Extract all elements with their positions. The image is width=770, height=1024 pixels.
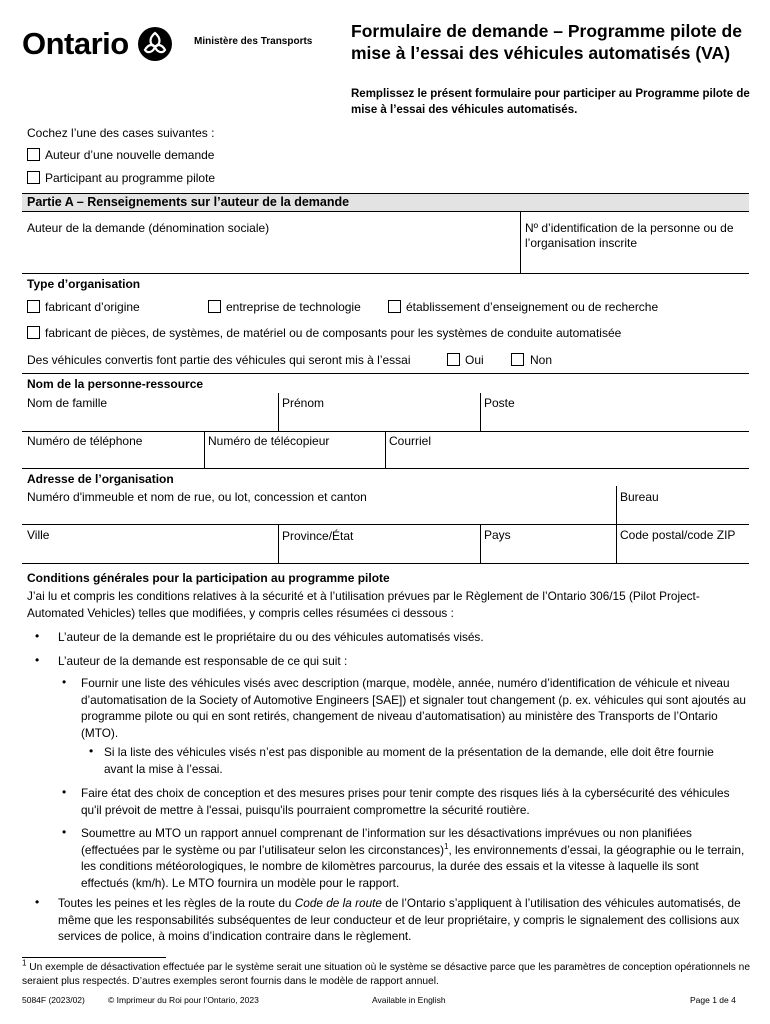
- province-field[interactable]: [280, 545, 478, 563]
- bullet-icon: •: [35, 895, 40, 909]
- postal-code-label: Code postal/code ZIP: [620, 528, 736, 542]
- parts-manufacturer-label: fabricant de pièces, de systèmes, de matériel ou de composants pour les systèmes de conduite automatisée: [45, 326, 622, 340]
- email-field[interactable]: [387, 449, 749, 467]
- education-checkbox[interactable]: [388, 300, 401, 313]
- divider: [22, 563, 749, 564]
- oem-checkbox[interactable]: [27, 300, 40, 313]
- conditions-heading: Conditions générales pour la participation au programme pilote: [27, 571, 390, 585]
- phone-field[interactable]: [24, 449, 202, 467]
- condition-owner: L’auteur de la demande est le propriétaire du ou des véhicules automatisés visés.: [58, 630, 484, 644]
- applicant-type-prompt: Cochez l’une des cases suivantes :: [27, 126, 215, 140]
- copyright: © Imprimeur du Roi pour l’Ontario, 2023: [108, 995, 259, 1005]
- new-applicant-label: Auteur d’une nouvelle demande: [45, 148, 215, 162]
- form-title: Formulaire de demande – Programme pilote de mise à l’essai des véhicules automatisés (VA): [351, 21, 742, 63]
- contact-heading: Nom de la personne-ressource: [27, 377, 204, 391]
- converted-no-label: Non: [530, 353, 553, 367]
- part-a-title: Partie A – Renseignements sur l’auteur de la demande: [27, 195, 350, 209]
- bullet-icon: •: [35, 653, 40, 667]
- registrant-id-field[interactable]: [522, 252, 749, 272]
- condition-vehicle-list: Fournir une liste des véhicules visés avec description (marque, modèle, année, numéro d’identification de véhicule et niveau d’automatisation de la Society of Automotive Engineers [SAE]) et signaler tout changement (p. ex. véhicules qui sont ajoutés au programme pilote ou qui en sont retirés, changement de niveau d’automatisation) au ministère des Transports de l’Ontario (MTO).: [81, 676, 746, 740]
- divider: [278, 524, 279, 563]
- footnote: $^1$ Un exemple de désactivation effectuée par le système serait une situation où le système se désactive parce que les paramètres de conception opérationnels ne seraient plus respectés. D’autres exemples seront fournis dans le modèle de rapport annuel.: [22, 958, 750, 987]
- ontario-logo-text: Ontario: [22, 26, 129, 61]
- phone-label: Numéro de téléphone: [27, 434, 143, 448]
- last-name-label: Nom de famille: [27, 396, 108, 410]
- pilot-participant-checkbox[interactable]: [27, 171, 40, 184]
- bullet-icon: •: [35, 629, 40, 643]
- first-name-label: Prénom: [282, 396, 325, 410]
- bullet-icon: •: [62, 675, 67, 689]
- divider: [22, 524, 749, 525]
- divider: [22, 468, 749, 469]
- parts-manufacturer-checkbox[interactable]: [27, 326, 40, 339]
- country-field[interactable]: [482, 545, 614, 563]
- condition-cybersecurity: Faire état des choix de conception et des mesures prises pour tenir compte des risques liés à la cybersécurité des véhicules qu'il prévoit de mettre à l'essai, puisqu'ils pourraient compromettre la sécurité routière.: [81, 786, 730, 817]
- condition-list-unavailable: Si la liste des véhicules visés n’est pas disponible au moment de la présentation de la demande, elle doit être fournie avant la mise à l’essai.: [104, 745, 714, 776]
- converted-yes-checkbox[interactable]: [447, 353, 460, 366]
- post-field[interactable]: [482, 411, 749, 431]
- available-in-english: Available in English: [372, 995, 446, 1005]
- last-name-field[interactable]: [24, 411, 276, 431]
- suite-field[interactable]: [618, 506, 749, 524]
- bullet-icon: •: [62, 785, 67, 799]
- conditions-intro: J’ai lu et compris les conditions relatives à la sécurité et à l’utilisation prévues par le Règlement de l’Ontario 306/15 (Pilot Project-Automated Vehicles) telles que modifiées, y compris celles résumées ci dessous :: [27, 589, 700, 620]
- condition-responsible: L’auteur de la demande est responsable de ce qui suit :: [58, 654, 348, 668]
- suite-label: Bureau: [620, 490, 659, 504]
- applicant-name-field[interactable]: [24, 236, 518, 272]
- education-label: établissement d’enseignement ou de recherche: [406, 300, 659, 314]
- bullet-icon: •: [62, 825, 67, 839]
- form-number: 5084F (2023/02): [22, 995, 85, 1005]
- tech-company-checkbox[interactable]: [208, 300, 221, 313]
- ministry-name: Ministère des Transports: [194, 36, 313, 47]
- divider: [385, 431, 386, 468]
- converted-no-checkbox[interactable]: [511, 353, 524, 366]
- converted-yes-label: Oui: [465, 353, 484, 367]
- tech-company-label: entreprise de technologie: [226, 300, 361, 314]
- street-field[interactable]: [24, 506, 614, 524]
- street-label: Numéro d'immeuble et nom de rue, ou lot, concession et canton: [27, 490, 367, 504]
- trillium-logo-icon: [138, 27, 172, 61]
- address-heading: Adresse de l’organisation: [27, 472, 174, 486]
- first-name-field[interactable]: [280, 411, 478, 431]
- form-subtitle: Remplissez le présent formulaire pour participer au Programme pilote de mise à l’essai des véhicules automatisés.: [351, 88, 750, 116]
- condition-annual-report: Soumettre au MTO un rapport annuel comprenant de l’information sur les désactivations imprévues ou non planifiées (effectuées par le système ou par l’utilisateur selon les circonstances)$^1$, les environnements d’essai, la géographie ou le terrain, les conditions météorologiques, le nombre de kilomètres parcourus, la durée des essais et la vitesse à laquelle ils sont effectués (km/h). Le MTO fournira un modèle pour le rapport.: [81, 826, 745, 890]
- divider: [480, 524, 481, 563]
- city-label: Ville: [27, 528, 50, 542]
- divider: [520, 212, 521, 273]
- bullet-icon: •: [89, 744, 94, 758]
- pilot-participant-label: Participant au programme pilote: [45, 171, 216, 185]
- province-label: Province/État: [282, 529, 354, 543]
- city-field[interactable]: [24, 545, 276, 563]
- registrant-id-label: Nº d’identification de la personne ou de l’organisation inscrite: [525, 221, 734, 250]
- divider: [616, 486, 617, 524]
- divider: [204, 431, 205, 468]
- org-type-heading: Type d’organisation: [27, 277, 141, 291]
- divider: [22, 273, 749, 274]
- converted-vehicles-question: Des véhicules convertis font partie des véhicules qui seront mis à l’essai: [27, 353, 411, 367]
- page-number: Page 1 de 4: [690, 995, 736, 1005]
- country-label: Pays: [484, 528, 511, 542]
- post-label: Poste: [484, 396, 515, 410]
- condition-highway-code: Toutes les peines et les règles de la route du Code de la route de l’Ontario s’appliquent à l’utilisation des véhicules automatisés, de même que les responsabilités subséquentes de leur conducteur et de leur propriétaire, y compris le signalement des collisions aux services de police, à moins d’indication contraire dans le règlement.: [58, 896, 741, 943]
- applicant-name-label: Auteur de la demande (dénomination sociale): [27, 221, 270, 235]
- divider: [22, 373, 749, 374]
- new-applicant-checkbox[interactable]: [27, 148, 40, 161]
- divider: [480, 393, 481, 431]
- footnote-rule: [22, 957, 166, 958]
- email-label: Courriel: [389, 434, 432, 448]
- fax-field[interactable]: [206, 449, 384, 467]
- divider: [278, 393, 279, 431]
- oem-label: fabricant d’origine: [45, 300, 140, 314]
- divider: [616, 524, 617, 563]
- fax-label: Numéro de télécopieur: [208, 434, 330, 448]
- postal-code-field[interactable]: [618, 545, 749, 563]
